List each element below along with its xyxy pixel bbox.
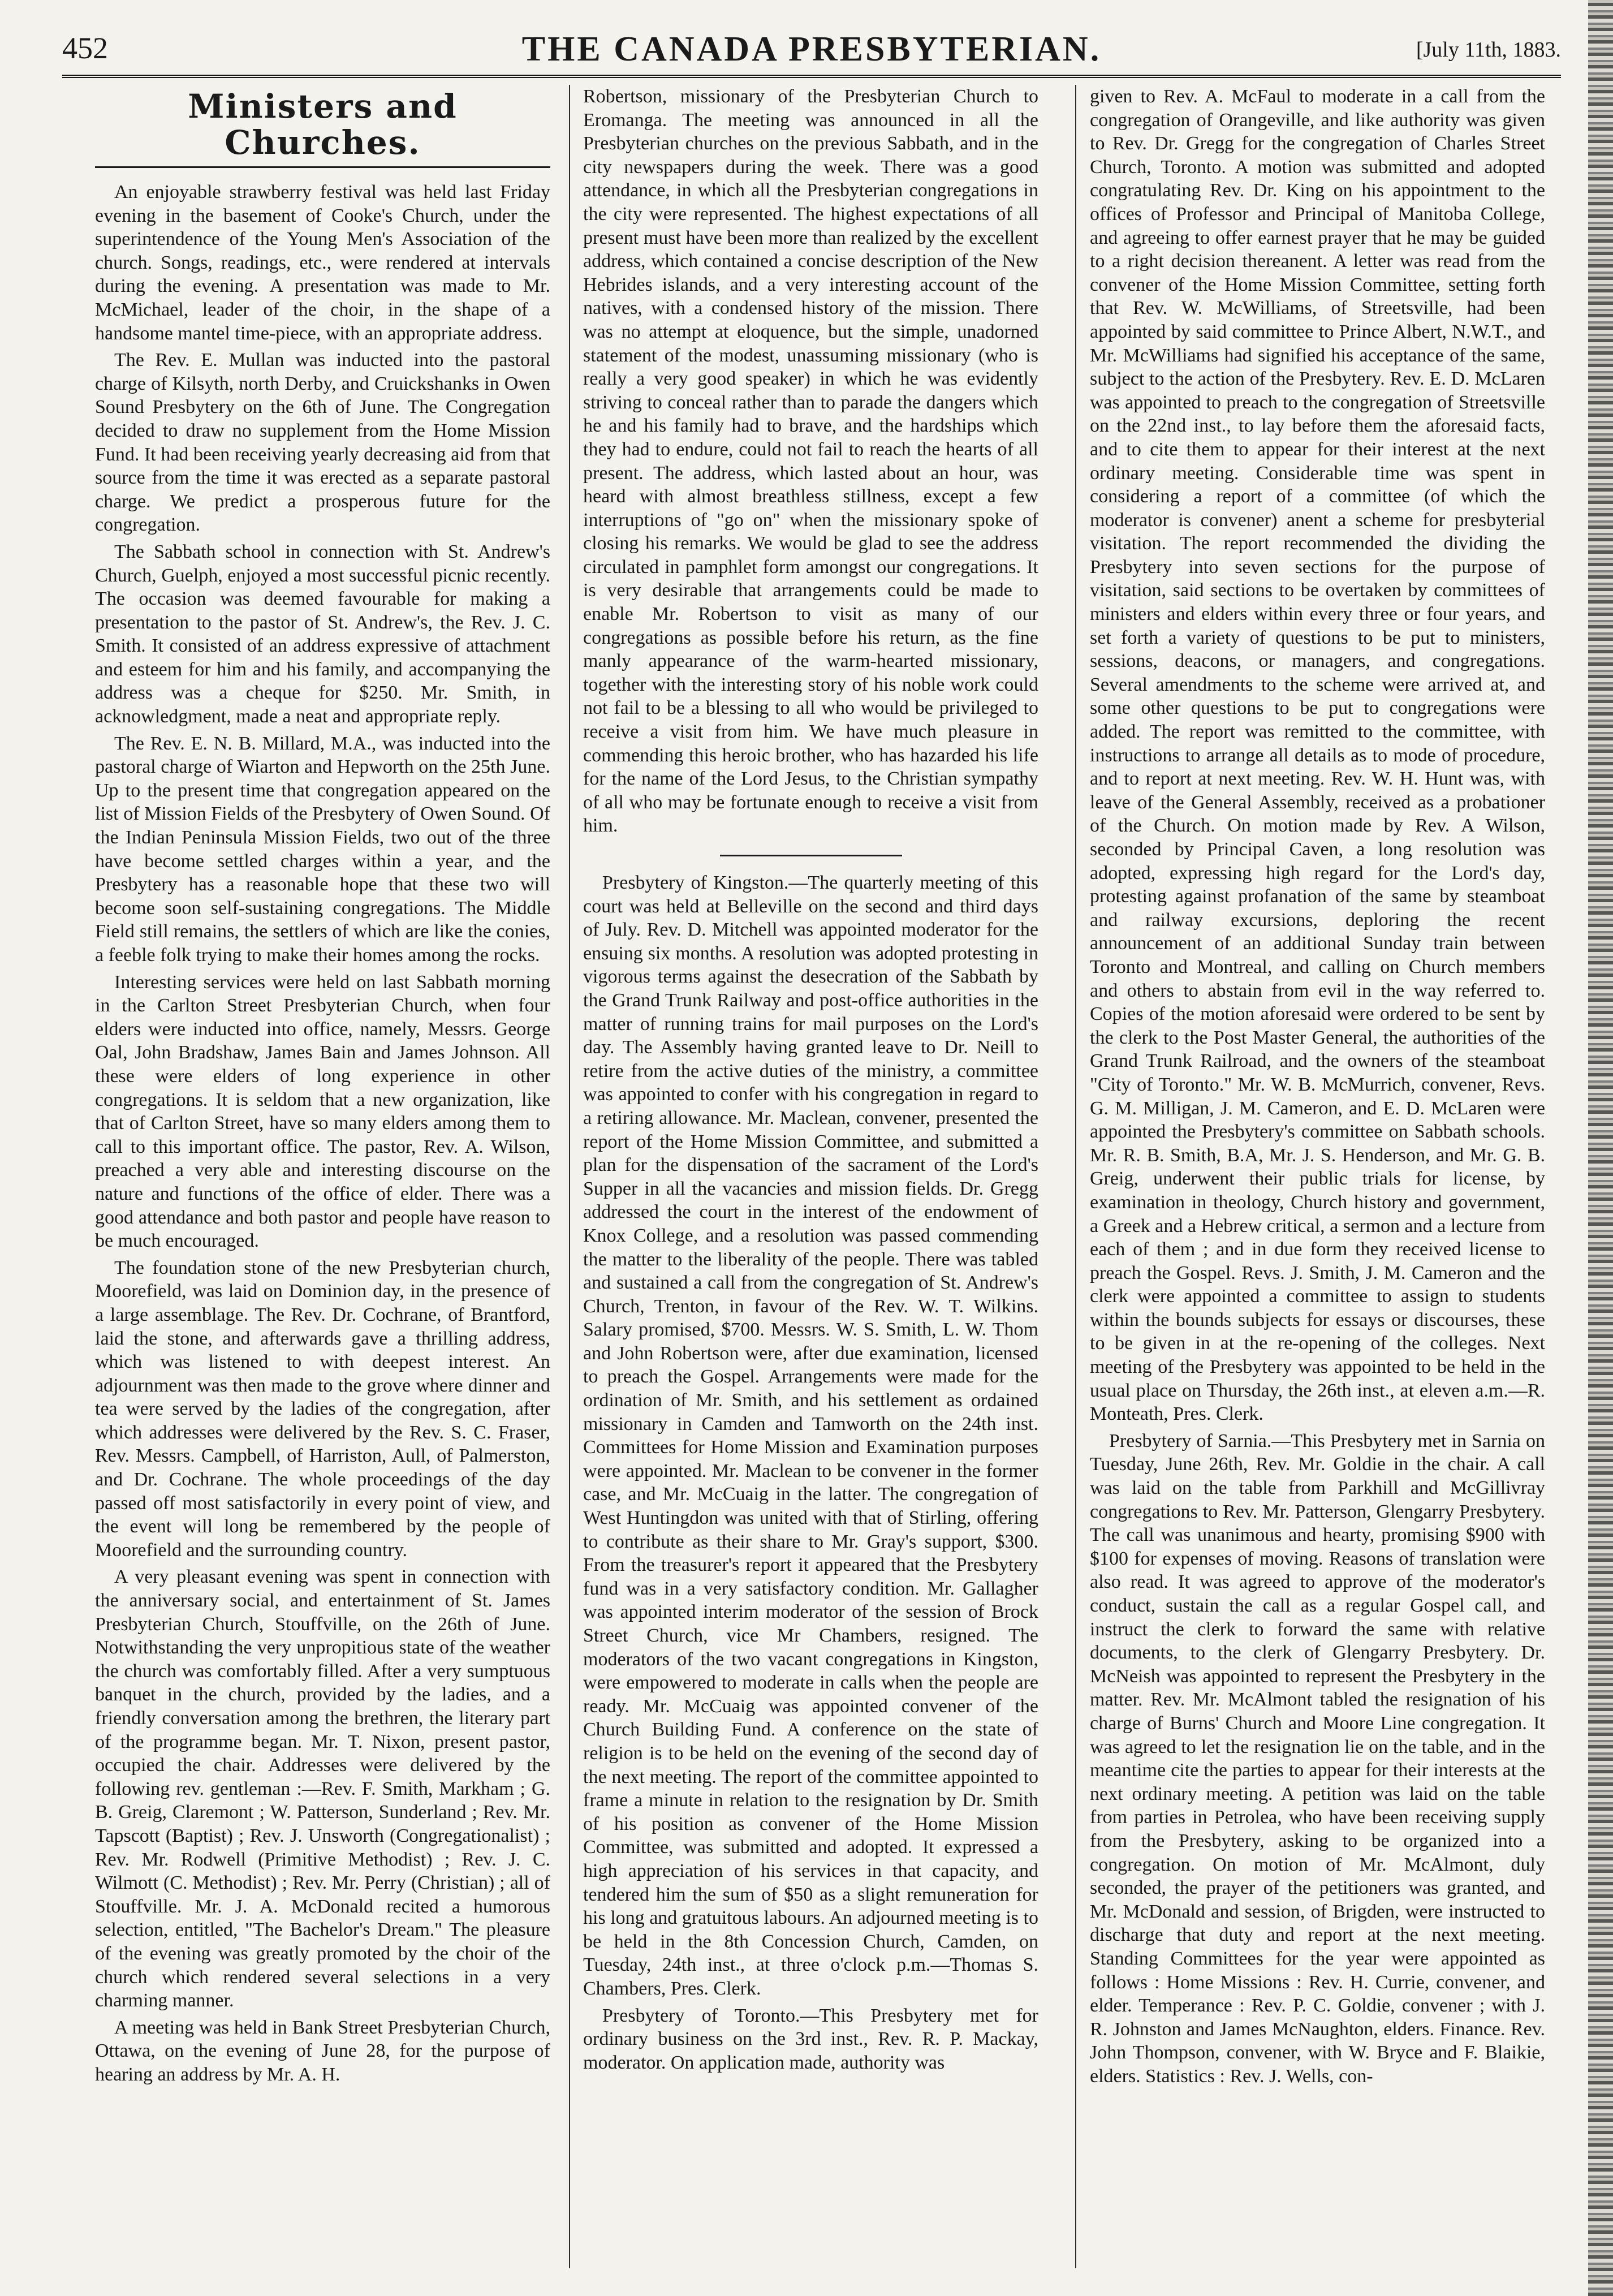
issue-date: [July 11th, 1883. (1416, 38, 1561, 62)
article-carlton-street: Interesting services were held on last Sabbath morning in the Carlton Street Presbyterian Church, when four elders were inducted into office, namely, Messrs. George Oal, John Bradshaw, James Bain and James Johnson. All these were elders of long experience in other congregations. It is seldom that a new organization, like that of Carlton Street, have so many elders among them to call to this important office. The pastor, Rev. A. Wilson, preached a very able and interesting discourse on the nature and functions of the office of elder. There was a good attendance and both pastor and people have reason to be much encouraged. (95, 971, 550, 1252)
article-presbytery-toronto: Presbytery of Toronto.—This Presbytery met for ordinary business on the 3rd inst., Rev. R. P. Mackay, moderator. On application made, authority was (583, 2005, 1038, 2073)
article-ottawa-meeting: A meeting was held in Bank Street Presbyterian Church, Ottawa, on the evening of June 28, for the purpose of hearing an address by Mr. A. H. (95, 2017, 550, 2085)
page-edge (1588, 0, 1613, 2296)
page-number: 452 (62, 31, 108, 65)
article-guelph-picnic: The Sabbath school in connection with St. Andrew's Church, Guelph, enjoyed a most successful picnic recently. The occasion was deemed favourable for making a presentation to the pastor of St. Andrew's, the Rev. J. C. Smith. It consisted of an address expressive of attachment and esteem for him and his family, and accompanying the address was a cheque for $250. Mr. Smith, in acknowledgment, made a neat and appropriate reply. (95, 541, 550, 727)
column-3 (1090, 85, 1545, 2268)
article-presbytery-sarnia: Presbytery of Sarnia.—This Presbytery met in Sarnia on Tuesday, June 26th, Rev. Mr. Goldie in the chair. A call was laid on the table from Parkhill and McGillivray congregations to Rev. Mr. Patterson, Glengarry Presbytery. The call was unanimous and hearty, promising $900 with $100 for expenses of moving. Reasons of translation were also read. It was agreed to approve of the moderator's conduct, sustain the call as a regular Gospel call, and instruct the clerk to forward the same with relative documents, to the clerk of Glengarry Presbytery. Dr. McNeish was appointed to represent the Presbytery in the matter. Rev. Mr. McAlmont tabled the resignation of his charge of Burns' Church and Moore Line congregation. It was agreed to let the resignation lie on the table, and in the meantime cite the parties to appear for their interests at the next ordinary meeting. A petition was laid on the table from parties in Petrolea, who have been receiving supply from the Presbytery, asking to be organized into a congregation. On motion of Mr. McAlmont, duly seconded, the prayer of the petitioners was granted, and Mr. McDonald and session, of Brigden, were instructed to discharge that duty and report at the next meeting. Standing Committees for the year were appointed as follows : Home Missions : Rev. H. Currie, convener, and elder. Temperance : Rev. P. C. Goldie, convener ; with J. R. Johnston and James McNaughton, elders. Finance. Rev. John Thompson, convener, with W. Bryce and F. Blaikie, elders. Statistics : Rev. J. Wells, con- (1090, 1430, 1545, 2087)
article-robertson-address: Robertson, missionary of the Presbyterian Church to Eromanga. The meeting was announced in all the Presbyterian churches on the previous Sabbath, and in the city newspapers during the week. There was a good attendance, in which all the Presbyterian congregations in the city were represented. The highest expectations of all present must have been more than realized by the excellent address, which contained a concise description of the New Hebrides islands, and a very interesting account of the natives, with a condensed history of the mission. There was no attempt at eloquence, but the simple, unadorned statement of the modest, unassuming missionary (who is really a very good speaker) in which he was evidently striving to conceal rather than to parade the dangers which he and his family had to brave, and the hardships which they had to endure, could not fail to reach the hearts of all present. The address, which lasted about an hour, was heard with almost breathless stillness, except a few interruptions of "go on" when the missionary spoke of closing his remarks. We would be glad to see the address circulated in pamphlet form amongst our congregations. It is very desirable that arrangements could be made to enable Mr. Robertson to visit as many of our congregations as possible before his return, as the fine manly appearance of the warm-hearted missionary, together with the interesting story of his noble work could not fail to be a blessing to all who would be privileged to receive a visit from him. We have much pleasure in commending this heroic brother, who has hazarded his life for the name of the Lord Jesus, to the Christian sympathy of all who may be fortunate enough to receive a visit from him. (583, 86, 1038, 837)
section-title: Ministers and Churches. (95, 88, 550, 168)
article-stouffville: A very pleasant evening was spent in connection with the anniversary social, and entertainment of St. James Presbyterian Church, Stouffville, on the 26th of June. Notwithstanding the very unpropitious state of the weather the church was comfortably filled. After a very sumptuous banquet in the church, provided by the ladies, and a friendly conversation among the brethren, the literary part of the programme began. Mr. T. Nixon, present pastor, occupied the chair. Addresses were delivered by the following rev. gentleman :—Rev. F. Smith, Markham ; G. B. Greig, Claremont ; W. Patterson, Sunderland ; Rev. Mr. Tapscott (Baptist) ; Rev. J. Unsworth (Congregationalist) ; Rev. Mr. Rodwell (Primitive Methodist) ; Rev. J. C. Wilmott (C. Methodist) ; Rev. Mr. Perry (Christian) ; all of Stouffville. Mr. J. A. McDonald recited a humorous selection, entitled, "The Bachelor's Dream." The pleasure of the evening was greatly promoted by the choir of the church which rendered several selections in a very charming manner. (95, 1566, 550, 2011)
column-2 (583, 85, 1038, 2268)
column-rule (1075, 85, 1076, 2268)
article-mullan-induction: The Rev. E. Mullan was inducted into the pastoral charge of Kilsyth, north Derby, and Cruickshanks in Owen Sound Presbytery on the 6th of June. The Congregation decided to draw no supplement from the Home Mission Fund. It had been receiving yearly decreasing aid from that source from the time it was erected as a separate pastoral charge. We predict a prosperous future for the congregation. (95, 350, 550, 536)
article-presbytery-kingston: Presbytery of Kingston.—The quarterly meeting of this court was held at Belleville on the second and third days of July. Rev. D. Mitchell was appointed moderator for the ensuing six months. A resolution was adopted protesting in vigorous terms against the desecration of the Sabbath by the Grand Trunk Railway and post-office authorities in the matter of running trains for mail purposes on the Lord's day. The Assembly having granted leave to Dr. Neill to retire from the active duties of the ministry, a committee was appointed to confer with his congregation in regard to a retiring allowance. Mr. Maclean, convener, presented the report of the Home Mission Committee, and submitted a plan for the dispensation of the sacrament of the Lord's Supper in all the vacancies and mission fields. Dr. Gregg addressed the court in the interest of the endowment of Knox College, and a resolution was passed commending the matter to the liberality of the people. There was tabled and sustained a call from the congregation of St. Andrew's Church, Trenton, in favour of the Rev. W. T. Wilkins. Salary promised, $700. Messrs. W. S. Smith, L. W. Thom and John Robertson were, after due examination, licensed to preach the Gospel. Arrangements were made for the ordination of Mr. Smith, and his settlement as ordained missionary in Camden and Tamworth on the 24th inst. Committees for Home Mission and Examination purposes were appointed. Mr. Maclean to be convener in the former case, and Mr. McCuaig in the latter. The congregation of West Huntingdon was united with that of Stirling, offering to contribute as their share to Mr. Gray's support, $300. From the treasurer's report it appeared that the Presbytery fund was in a very satisfactory condition. Mr. Gallagher was appointed interim moderator of the session of Brock Street Church, vice Mr Chambers, resigned. The moderators of the two vacant congregations in Kingston, were empowered to moderate in calls when the people are ready. Mr. McCuaig was appointed convener of the Church Building Fund. A conference on the state of religion is to be held on the evening of the second day of the next meeting. The report of the committee appointed to frame a minute in relation to the resignation by Dr. Smith of his position as convener of the Home Mission Committee, was submitted and adopted. It expressed a high appreciation of his services in that capacity, and tendered him the sum of $50 as a slight remuneration for his long and gratuitous labours. An adjourned meeting is to be held in the 8th Concession Church, Camden, on Tuesday, 24th inst., at three o'clock p.m.—Thomas S. Chambers, Pres. Clerk. (583, 872, 1038, 1999)
masthead: THE CANADA PRESBYTERIAN. (521, 30, 1102, 68)
column-1 (95, 85, 550, 2268)
article-strawberry-festival: An enjoyable strawberry festival was held last Friday evening in the basement of Cooke's Church, under the superintendence of the Young Men's Association of the church. Songs, readings, etc., were rendered at intervals during the evening. A presentation was made to Mr. McMichael, leader of the choir, in the shape of a handsome mantel time-piece, with an appropriate address. (95, 182, 550, 344)
article-separator (720, 855, 902, 856)
page-header (62, 29, 1561, 78)
article-moorefield: The foundation stone of the new Presbyterian church, Moorefield, was laid on Dominion day, in the presence of a large assemblage. The Rev. Dr. Cochrane, of Brantford, laid the stone, and afterwards gave a thrilling address, which was listened to with deepest interest. An adjournment was then made to the grove where dinner and tea were served by the ladies of the congregation, after which addresses were delivered by the Rev. S. C. Fraser, Rev. Messrs. Campbell, of Harriston, Aull, of Palmerston, and Dr. Cochrane. The whole proceedings of the day passed off most satisfactorily in every point of view, and the event will long be remembered by the people of Moorefield and the surrounding country. (95, 1257, 550, 1561)
article-millard-induction: The Rev. E. N. B. Millard, M.A., was inducted into the pastoral charge of Wiarton and Hepworth on the 25th June. Up to the present time that congregation appeared on the list of Mission Fields of the Presbytery of Owen Sound. Of the Indian Peninsula Mission Fields, two out of the three have become settled charges within a year, and the Presbytery has a reasonable hope that these two will become soon self-sustaining congregations. The Middle Field still remains, the settlers of which are like the conies, a feeble folk trying to make their homes among the rocks. (95, 733, 550, 966)
article-toronto-continued: given to Rev. A. McFaul to moderate in a call from the congregation of Orangeville, and like authority was given to Rev. Dr. Gregg for the congregation of Charles Street Church, Toronto. A motion was submitted and adopted congratulating Rev. Dr. King on his appointment to the offices of Professor and Principal of Manitoba College, and agreeing to offer earnest prayer that he may be guided to a right decision thereanent. A letter was read from the convener of the Home Mission Committee, setting forth that Rev. W. McWilliams, of Streetsville, had been appointed by said committee to Prince Albert, N.W.T., and Mr. McWilliams had signified his acceptance of the same, subject to the action of the Presbytery. Rev. E. D. McLaren was appointed to preach to the congregation of Streetsville on the 22nd inst., to lay before them the aforesaid facts, and to cite them to appear for their interest at the next ordinary meeting. Considerable time was spent in considering a report of a committee (of which the moderator is convener) anent a scheme for presbyterial visitation. The report recommended the dividing the Presbytery into seven sections for the purpose of visitation, said sections to be overtaken by committees of ministers and elders within every three or four years, and set forth a variety of questions to be put to ministers, sessions, deacons, or managers, and congregations. Several amendments to the scheme were arrived at, and some other questions to be put to congregations were added. The report was remitted to the committee, with instructions to arrange all details as to mode of procedure, and to report at next meeting. Rev. W. H. Hunt was, with leave of the General Assembly, received as a probationer of the Church. On motion made by Rev. A Wilson, seconded by Principal Caven, a long resolution was adopted, expressing high regard for the Lord's day, protesting against profanation of the same by steamboat and railway excursions, deploring the recent announcement of an additional Sunday train between Toronto and Montreal, and calling on Church members and others to abstain from evil in the way referred to. Copies of the motion aforesaid were ordered to be sent by the clerk to the Post Master General, the authorities of the Grand Trunk Railroad, and the owners of the steamboat "City of Toronto." Mr. W. B. McMurrich, convener, Revs. G. M. Milligan, J. M. Cameron, and E. D. McLaren were appointed the Presbytery's committee on Sabbath schools. Mr. R. B. Smith, B.A, Mr. J. S. Henderson, and Mr. G. B. Greig, underwent their public trials for license, by examination in theology, Church history and government, a Greek and a Hebrew critical, a sermon and a lecture from each of them ; and in due form they received license to preach the Gospel. Revs. J. Smith, J. M. Cameron and the clerk were appointed a committee to assign to students within the bounds subjects for essays or discourses, these to be given in at the re-opening of the colleges. Next meeting of the Presbytery was appointed to be held in the usual place on Thursday, the 26th inst., at eleven a.m.—R. Monteath, Pres. Clerk. (1090, 86, 1545, 1425)
column-rule (569, 85, 570, 2268)
